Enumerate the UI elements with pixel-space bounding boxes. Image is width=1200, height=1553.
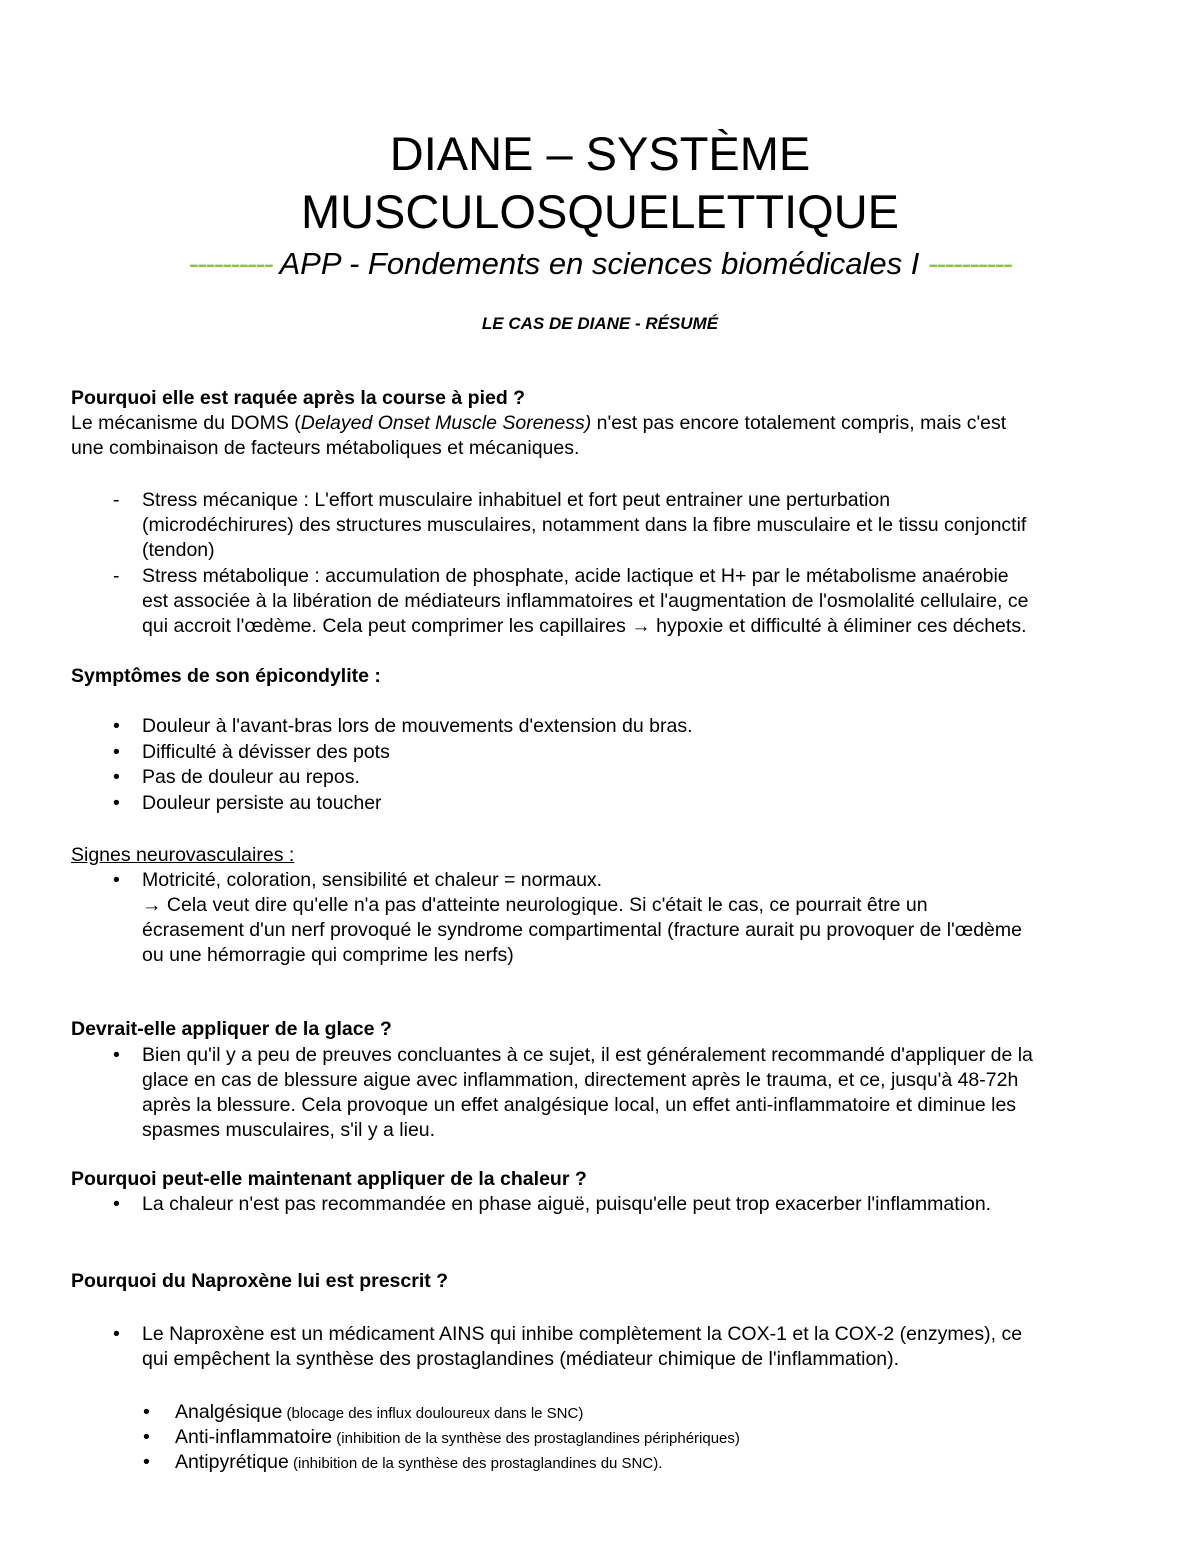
dash-marker: - <box>113 489 120 511</box>
effet-note: (blocage des influx douloureux dans le SNC) <box>282 1405 584 1422</box>
heading-symptomes: Symptômes de son épicondylite : <box>71 665 381 687</box>
document-title-line1: DIANE – SYSTÈME <box>389 127 811 180</box>
paragraph-doms-line1 <box>71 411 1006 436</box>
glace-line: Bien qu'il y a peu de preuves concluantes à ce sujet, il est généralement recommandé d'appliquer de la <box>142 1044 1033 1066</box>
stress-mecanique-line1: Stress mécanique : L'effort musculaire inhabituel et fort peut entrainer une perturbation <box>142 489 891 511</box>
heading-naproxene: Pourquoi du Naproxène lui est prescrit ? <box>71 1270 449 1292</box>
bullet-marker: • <box>113 869 120 891</box>
sub-bullet-marker: • <box>143 1426 150 1448</box>
chaleur-line: La chaleur n'est pas recommandée en phase aiguë, puisqu'elle peut trop exacerber l'inflammation. <box>142 1193 992 1215</box>
glace-line: spasmes musculaires, s'il y a lieu. <box>142 1119 436 1141</box>
naproxene-line: qui empêchent la synthèse des prostaglandines (médiateur chimique de l'inflammation). <box>142 1348 900 1370</box>
bullet-marker: • <box>113 1193 120 1215</box>
symptome-item: Douleur persiste au toucher <box>142 792 382 814</box>
naproxene-line: Le Naproxène est un médicament AINS qui inhibe complètement la COX-1 et la COX-2 (enzymes), ce <box>142 1323 1023 1345</box>
stress-metabolique-line3: qui accroit l'œdème. Cela peut comprimer les capillaires → hypoxie et difficulté à éliminer ces déchets. <box>142 615 1027 637</box>
effet-note: (inhibition de la synthèse des prostaglandines périphériques) <box>332 1430 740 1447</box>
heading-doms: Pourquoi elle est raquée après la course à pied ? <box>71 387 526 409</box>
stress-mecanique-line2: (microdéchirures) des structures musculaires, notamment dans la fibre musculaire et le tissu conjonctif <box>142 514 1027 536</box>
heading-signes-neurovasculaires: Signes neurovasculaires : <box>71 844 295 866</box>
neuro-line: ou une hémorragie qui comprime les nerfs) <box>142 944 514 966</box>
symptome-item: Difficulté à dévisser des pots <box>142 741 390 763</box>
glace-line: après la blessure. Cela provoque un effet analgésique local, un effet anti-inflammatoire et diminue les <box>142 1094 1017 1116</box>
effet-term: Analgésique <box>175 1401 283 1423</box>
doms-text-italic: Delayed Onset Muscle Soreness) <box>300 412 592 434</box>
neuro-line: Motricité, coloration, sensibilité et chaleur = normaux. <box>142 869 603 891</box>
symptome-item: Pas de douleur au repos. <box>142 766 360 788</box>
effet-note: (inhibition de la synthèse des prostaglandines du SNC). <box>288 1455 663 1472</box>
subtitle-dash-right: ---------- <box>927 246 1012 281</box>
bullet-marker: • <box>113 715 120 737</box>
stress-mecanique-line3: (tendon) <box>142 539 215 561</box>
document-title-line2: MUSCULOSQUELETTIQUE <box>300 185 900 238</box>
stress-metabolique-line2: est associée à la libération de médiateurs inflammatoires et l'augmentation de l'osmolalité cellulaire, ce <box>142 590 1029 612</box>
doms-text-c: n'est pas encore totalement compris, mais c'est <box>591 412 1007 434</box>
bullet-marker: • <box>113 741 120 763</box>
bullet-marker: • <box>113 792 120 814</box>
glace-line: glace en cas de blessure aigue avec inflammation, directement après le trauma, et ce, jusqu'à 48-72h <box>142 1069 1019 1091</box>
effet-anti-inflammatoire <box>175 1425 740 1451</box>
neuro-line: → Cela veut dire qu'elle n'a pas d'atteinte neurologique. Si c'était le cas, ce pourrait être un <box>142 894 928 916</box>
sub-bullet-marker: • <box>143 1401 150 1423</box>
symptome-item: Douleur à l'avant-bras lors de mouvements d'extension du bras. <box>142 715 693 737</box>
dash-marker: - <box>113 565 120 587</box>
paragraph-doms-line2: une combinaison de facteurs métaboliques et mécaniques. <box>71 437 580 459</box>
subtitle-text: APP - Fondements en sciences biomédicales I <box>279 246 920 281</box>
bullet-marker: • <box>113 1044 120 1066</box>
subtitle-dash-left: ---------- <box>188 246 273 281</box>
effet-term: Antipyrétique <box>175 1451 289 1473</box>
heading-glace: Devrait-elle appliquer de la glace ? <box>71 1018 392 1040</box>
stress-metabolique-line1: Stress métabolique : accumulation de phosphate, acide lactique et H+ par le métabolisme anaérobie <box>142 565 1009 587</box>
neuro-line: écrasement d'un nerf provoqué le syndrome compartimental (fracture aurait pu provoquer de l'œdème <box>142 919 1022 941</box>
doms-text-a: Le mécanisme du DOMS ( <box>71 412 301 434</box>
effet-antipyretique <box>175 1450 662 1476</box>
case-title: LE CAS DE DIANE - RÉSUMÉ <box>481 314 719 333</box>
effet-term: Anti-inflammatoire <box>175 1426 333 1448</box>
bullet-marker: • <box>113 1323 120 1345</box>
document-subtitle <box>0 244 1200 284</box>
sub-bullet-marker: • <box>143 1451 150 1473</box>
heading-chaleur: Pourquoi peut-elle maintenant appliquer de la chaleur ? <box>71 1168 587 1190</box>
bullet-marker: • <box>113 766 120 788</box>
effet-analgesique <box>175 1400 583 1426</box>
